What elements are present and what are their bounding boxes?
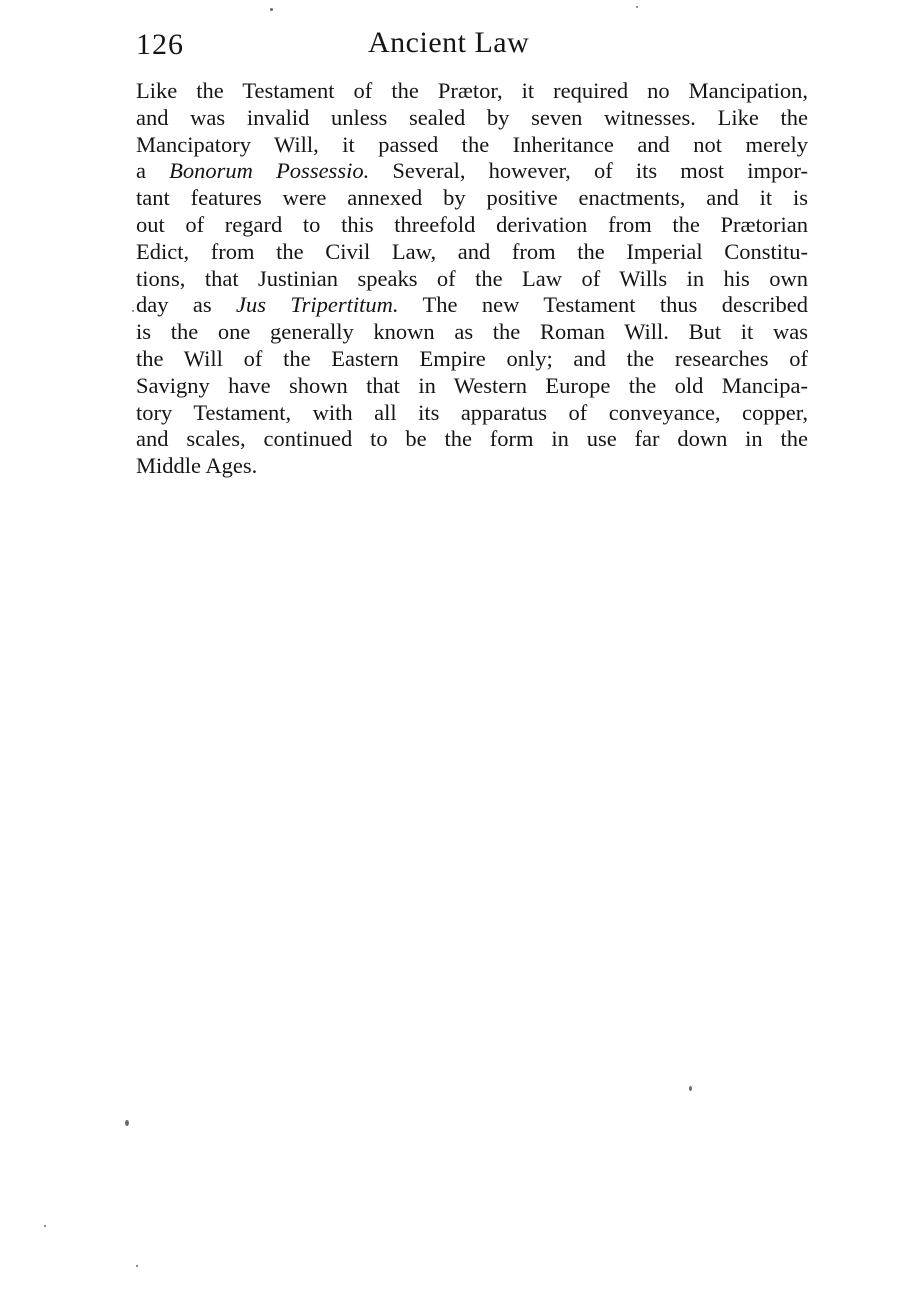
running-title: Ancient Law: [368, 26, 530, 59]
italic-term: Jus Tripertitum.: [236, 292, 399, 318]
line-text: Middle Ages.: [136, 453, 258, 479]
line-text: a: [136, 158, 170, 184]
text-line: [136, 239, 808, 266]
text-line: [136, 266, 808, 293]
line-text: tant features were annexed by positive enactments, and it is: [136, 185, 808, 211]
text-line: [136, 78, 808, 105]
line-text: Savigny have shown that in Western Europe the old Mancipa-: [136, 372, 808, 398]
line-text: the Will of the Eastern Empire only; and the researches of: [136, 345, 808, 371]
scan-speck: [125, 1120, 129, 1126]
text-line: [136, 400, 808, 427]
text-line: [136, 346, 808, 373]
line-text: Mancipatory Will, it passed the Inheritance and not merely: [136, 131, 808, 157]
scan-speck: [636, 6, 638, 8]
text-line: [136, 426, 808, 453]
line-text: tory Testament, with all its apparatus of conveyance, copper,: [136, 399, 808, 425]
line-text: out of regard to this threefold derivation from the Prætorian: [136, 211, 808, 237]
text-line: [136, 185, 808, 212]
running-head: [136, 22, 808, 72]
line-text: and scales, continued to be the form in use far down in the: [136, 426, 808, 452]
line-text: Like the Testament of the Prætor, it required no Mancipation,: [136, 78, 808, 103]
scan-speck: [136, 1265, 138, 1267]
scan-speck: [270, 8, 273, 11]
line-text: and was invalid unless sealed by seven witnesses. Like the: [136, 104, 808, 130]
page-number: 126: [136, 28, 184, 61]
scan-speck: [689, 1086, 692, 1091]
line-text: is the one generally known as the Roman Will. But it was: [136, 319, 808, 345]
line-text: tions, that Justinian speaks of the Law of Wills in his own: [136, 265, 808, 291]
body-paragraph: [136, 78, 808, 480]
scan-speck: [44, 1225, 46, 1227]
line-text: The new Testament thus described: [398, 292, 808, 318]
italic-term: Bonorum Possessio.: [169, 158, 370, 184]
text-line: [136, 105, 808, 132]
line-text: day as: [136, 292, 237, 318]
text-line: [136, 319, 808, 346]
line-text: Edict, from the Civil Law, and from the Imperial Constitu-: [136, 238, 808, 264]
text-line: [136, 373, 808, 400]
text-line: [136, 212, 808, 239]
text-line: [136, 132, 808, 159]
scan-speck: [132, 310, 134, 312]
text-line: [136, 292, 808, 319]
line-text: Several, however, of its most impor-: [369, 158, 808, 184]
text-line: [136, 453, 808, 480]
text-line: [136, 158, 808, 185]
